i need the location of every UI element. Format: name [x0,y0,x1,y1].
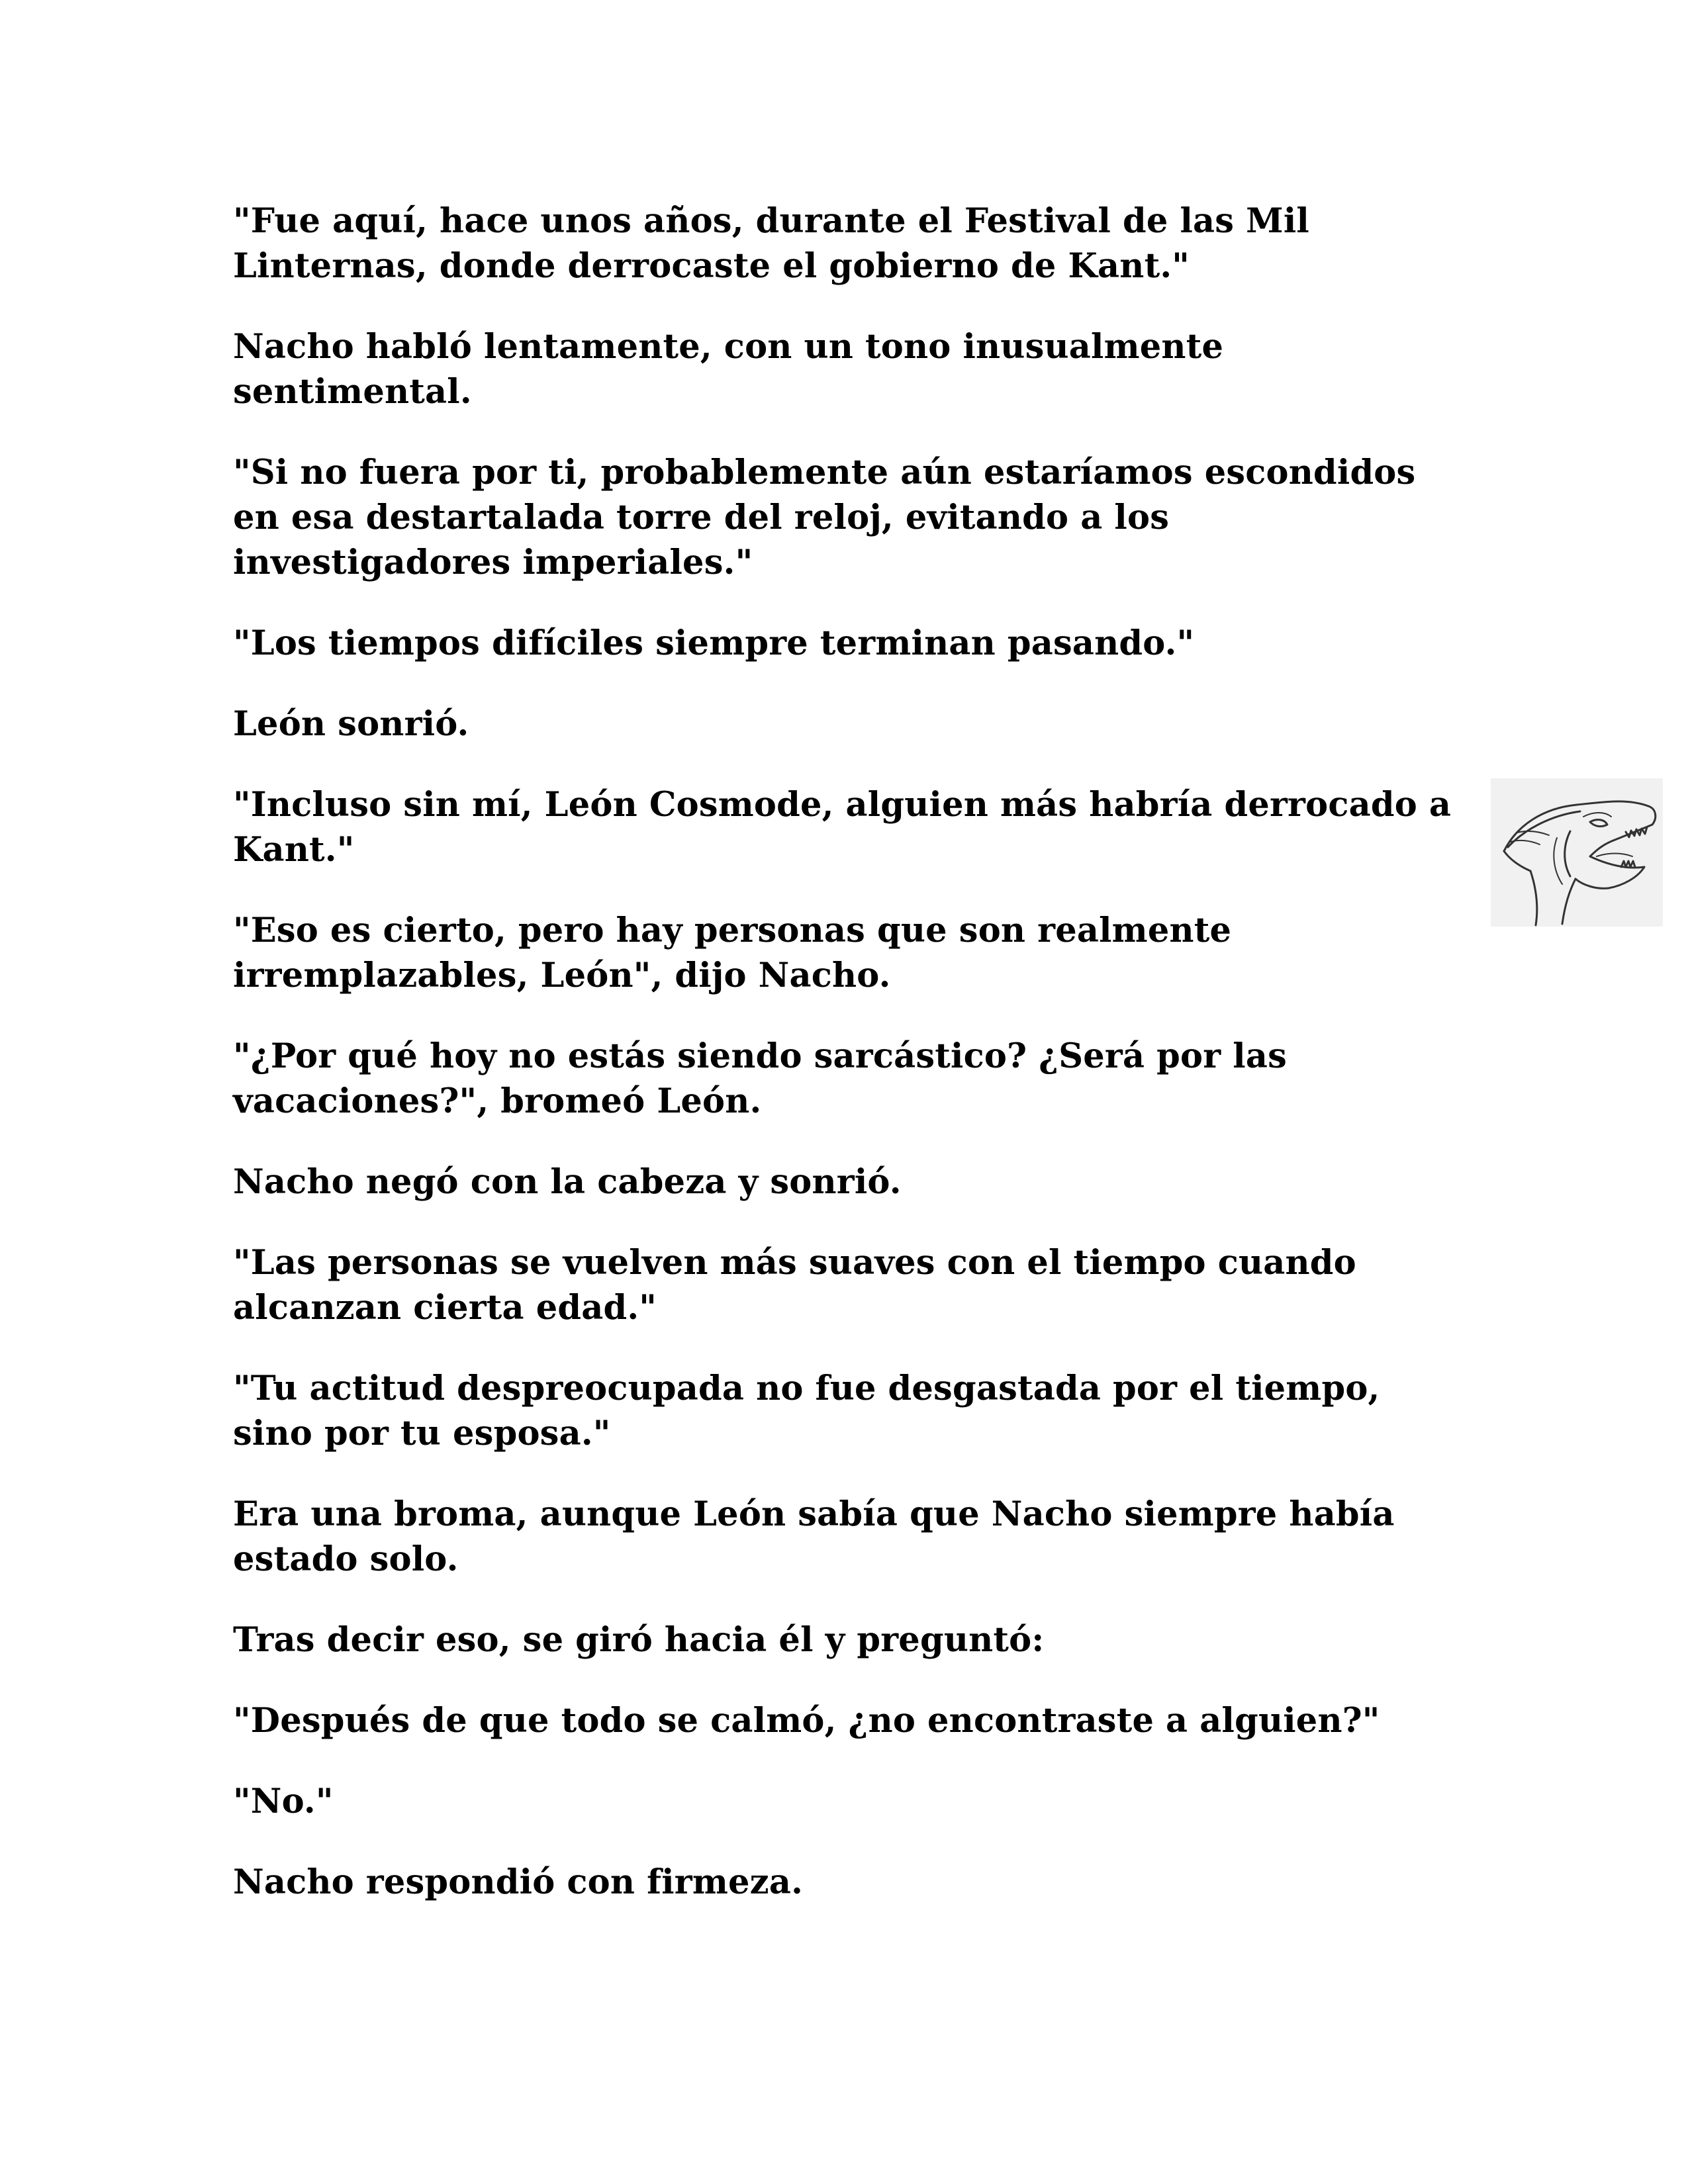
story-text [233,199,1458,1940]
paragraph: "Las personas se vuelven más suaves con el tiempo cuando alcanzan cierta edad." [233,1243,1356,1328]
paragraph: Era una broma, aunque León sabía que Nacho siempre había estado solo. [233,1494,1395,1579]
paragraph: "Eso es cierto, pero hay personas que son realmente irremplazables, León", dijo Nacho. [233,911,1232,995]
paragraph: "Incluso sin mí, León Cosmode, alguien más habría derrocado a Kant." [233,785,1452,870]
paragraph: "Fue aquí, hace unos años, durante el Festival de las Mil Linternas, donde derrocaste el gobierno de Kant." [233,201,1309,286]
paragraph: "No." [233,1782,334,1821]
paragraph: León sonrió. [233,704,469,744]
paragraph: Nacho negó con la cabeza y sonrió. [233,1162,902,1202]
paragraph: "¿Por qué hoy no estás siendo sarcástico? ¿Será por las vacaciones?", bromeó León. [233,1036,1287,1121]
paragraph: Nacho respondió con firmeza. [233,1862,804,1902]
paragraph: "Los tiempos difíciles siempre terminan pasando." [233,623,1195,663]
paragraph: "Si no fuera por ti, probablemente aún estaríamos escondidos en esa destartalada torre del reloj, evitando a los investigadores imperiales." [233,453,1416,582]
paragraph: Nacho habló lentamente, con un tono inusualmente sentimental. [233,327,1224,412]
paragraph: "Tu actitud despreocupada no fue desgastada por el tiempo, sino por tu esposa." [233,1369,1380,1453]
paragraph: Tras decir eso, se giró hacia él y preguntó: [233,1620,1045,1660]
dinosaur-head-sketch-icon [1491,778,1663,927]
paragraph: "Después de que todo se calmó, ¿no encontraste a alguien?" [233,1701,1380,1741]
